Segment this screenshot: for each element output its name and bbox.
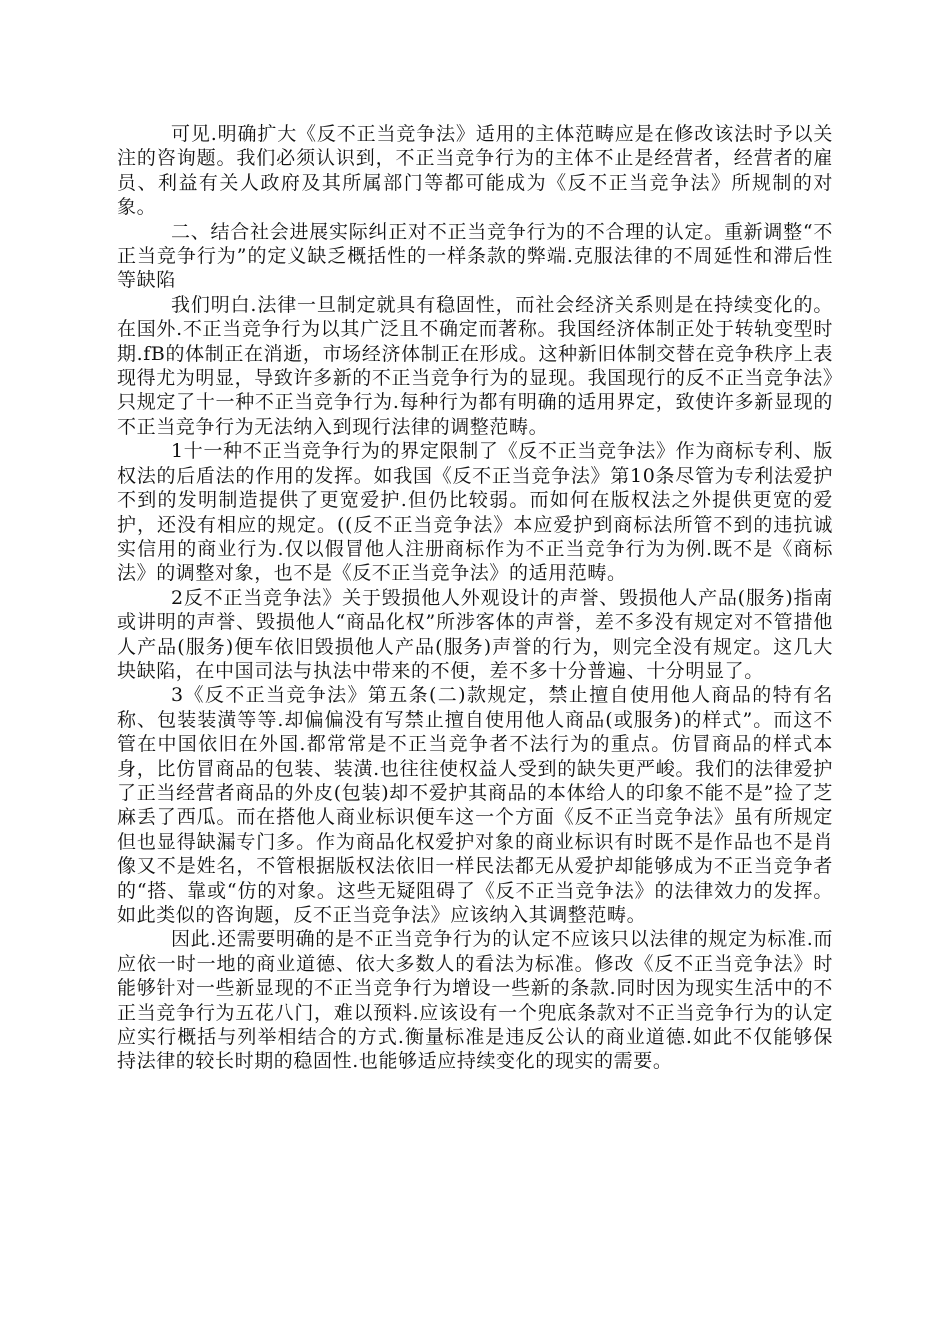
paragraph-2: 二、结合社会进展实际纠正对不正当竞争行为的不合理的认定。重新调整“不正当竞争行为”的定义缺乏概括性的一样条款的弊端.克服法律的不周延性和滞后性等缺陷 [117,220,833,292]
paragraph-3: 我们明白.法律一旦制定就具有稳固性，而社会经济关系则是在持续变化的。在国外.不正当竞争行为以其广泛且不确定而著称。我国经济体制正处于转轨变型时期.fB的体制正在消逝，市场经济体制正在形成。这种新旧体制交替在竞争秩序上表现得尤为明显，导致许多新的不正当竞争行为的显现。我国现行的反不正当竞争法》只规定了十一种不正当竞争行为.每种行为都有明确的适用界定，致使许多新显现的不正当竞争行为无法纳入到现行法律的调整范畴。 [117,293,833,438]
paragraph-6: 3《反不正当竞争法》第五条(二)款规定，禁止擅自使用他人商品的特有名称、包装装潢等等.却偏偏没有写禁止擅自使用他人商品(或服务)的样式”。而这不管在中国依旧在外国.都常常是不正当竞争者不法行为的重点。仿冒商品的样式本身，比仿冒商品的包装、装潢.也往往使权益人受到的缺失更严峻。我们的法律爱护了正当经营者商品的外皮(包装)却不爱护其商品的本体给人的印象不能不是”捡了芝麻丢了西瓜。而在搭他人商业标识便车这一个方面《反不正当竞争法》虽有所规定但也显得缺漏专门多。作为商品化权爱护对象的商业标识有时既不是作品也不是肖像又不是姓名，不管根据版权法依旧一样民法都无从爱护却能够成为不正当竞争者的“搭、靠或“仿的对象。这些无疑阻碍了《反不正当竞争法》的法律效力的发挥。如此类似的咨询题，反不正当竞争法》应该纳入其调整范畴。 [117,684,833,926]
paragraph-1: 可见.明确扩大《反不正当竞争法》适用的主体范畴应是在修改该法时予以关注的咨询题。我们必须认识到，不正当竞争行为的主体不止是经营者，经营者的雇员、利益有关人政府及其所属部门等都可能成为《反不正当竞争法》所规制的对象。 [117,123,833,219]
paragraph-5: 2反不正当竞争法》关于毁损他人外观设计的声誉、毁损他人产品(服务)指南或讲明的声誉、毁损他人“商品化权”所涉客体的声誉，差不多没有规定对不管措他人产品(服务)便车依旧毁损他人产品(服务)声誉的行为，则完全没有规定。这几大块缺陷，在中国司法与执法中带来的不便，差不多十分普遍、十分明显了。 [117,586,833,682]
document-body [117,122,833,1074]
paragraph-4: 1十一种不正当竞争行为的界定限制了《反不正当竞争法》作为商标专利、版权法的后盾法的作用的发挥。如我国《反不正当竞争法》第10条尽管为专利法爱护不到的发明制造提供了更宽爱护.但仍比较弱。而如何在版权法之外提供更宽的爱护，还没有相应的规定。((反不正当竞争法》本应爱护到商标法所管不到的违抗诚实信用的商业行为.仅以假冒他人注册商标作为不正当竞争行为为例.既不是《商标法》的调整对象，也不是《反不正当竞争法》的适用范畴。 [117,440,833,585]
paragraph-7: 因此.还需要明确的是不正当竞争行为的认定不应该只以法律的规定为标准.而应依一时一地的商业道德、依大多数人的看法为标准。修改《反不正当竞争法》时能够针对一些新显现的不正当竞争行为增设一些新的条款.同时因为现实生活中的不正当竞争行为五花八门，难以预料.应该设有一个兜底条款对不正当竞争行为的认定应实行概括与列举相结合的方式.衡量标准是违反公认的商业道德.如此不仅能够保持法律的较长时期的稳固性.也能够适应持续变化的现实的需要。 [117,928,833,1073]
